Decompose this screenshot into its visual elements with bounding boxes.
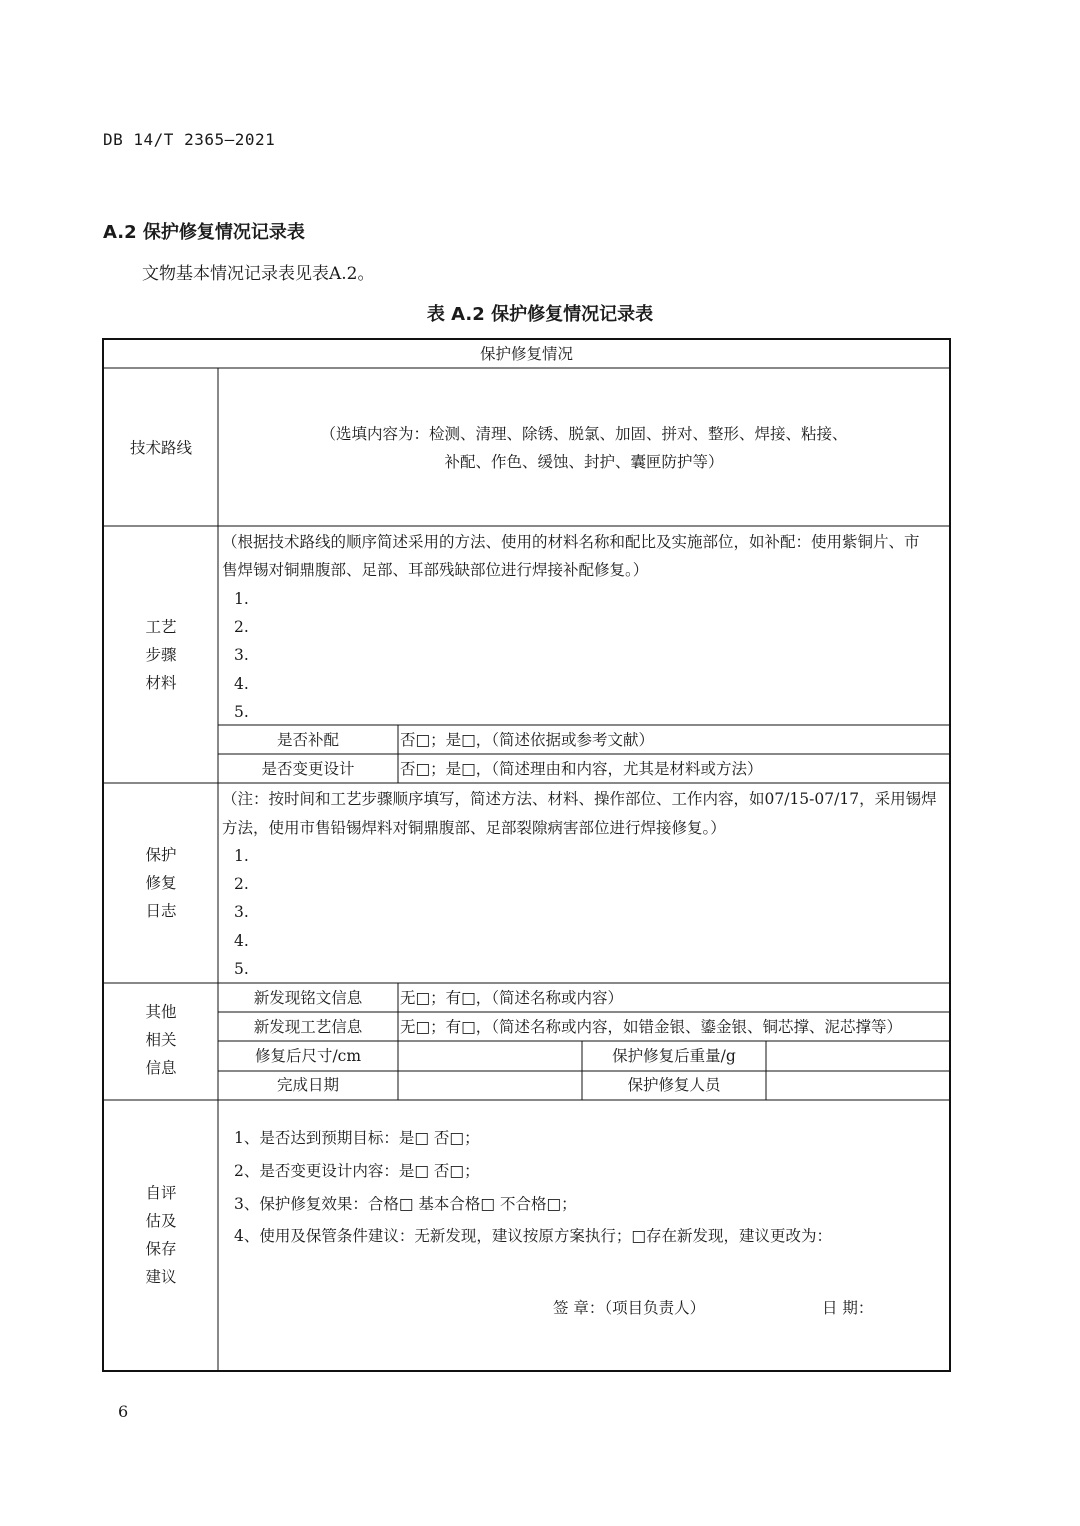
tech-route-note-line2: 补配、作色、缓蚀、封护、囊匣防护等） (444, 453, 724, 471)
evaluation-item: 4、使用及保管条件建议：无新发现，建议按原方案执行；□存在新发现，建议更改为： (234, 1227, 833, 1245)
inscription-value: 无□；有□，（简述名称或内容） (400, 989, 624, 1007)
evaluation-item: 2、是否变更设计内容：是□ 否□； (234, 1162, 480, 1180)
evaluation-item: 3、保护修复效果：合格□ 基本合格□ 不合格□； (234, 1195, 577, 1213)
process-item: 5. (234, 703, 249, 721)
design-change-label: 是否变更设计 (261, 760, 355, 778)
process-label-line: 材料 (145, 674, 177, 692)
section-intro: 文物基本情况记录表见表A.2。 (142, 264, 375, 284)
supplement-label: 是否补配 (276, 731, 339, 749)
evaluation-label-line: 估及 (145, 1212, 177, 1230)
log-label-line: 保护 (145, 846, 177, 864)
inscription-label: 新发现铭文信息 (253, 989, 363, 1007)
other-info-label-line: 相关 (145, 1031, 177, 1049)
table-title: 保护修复情况 (479, 345, 573, 363)
process-item: 1. (234, 590, 249, 608)
log-note-line2: 方法，使用市售铅锡焊料对铜鼎腹部、足部裂隙病害部位进行焊接修复。） (222, 819, 726, 837)
process-item: 4. (234, 675, 249, 693)
evaluation-label-line: 自评 (145, 1184, 177, 1202)
weight-label: 保护修复后重量/g (612, 1047, 736, 1065)
table-border (103, 339, 950, 1371)
supplement-value: 否□；是□，（简述依据或参考文献） (400, 731, 655, 749)
page-number: 6 (118, 1402, 129, 1421)
craft-value: 无□；有□，（简述名称或内容，如错金银、鎏金银、铜芯撑、泥芯撑等） (400, 1018, 903, 1036)
design-change-value: 否□；是□，（简述理由和内容，尤其是材料或方法） (400, 760, 763, 778)
table-caption: 表 A.2 保护修复情况记录表 (426, 304, 654, 325)
other-info-label-line: 其他 (145, 1003, 177, 1021)
craft-label: 新发现工艺信息 (253, 1018, 363, 1036)
size-label: 修复后尺寸/cm (254, 1047, 362, 1065)
process-note-line2: 售焊锡对铜鼎腹部、足部、耳部残缺部位进行焊接补配修复。） (222, 561, 649, 579)
process-label-line: 工艺 (145, 618, 177, 636)
evaluation-label (104, 1179, 218, 1291)
section-title: A.2 保护修复情况记录表 (103, 222, 305, 243)
evaluation-item: 1、是否达到预期目标：是□ 否□； (234, 1129, 480, 1147)
process-label-line: 步骤 (145, 646, 177, 664)
log-label-line: 日志 (145, 902, 177, 920)
signature-label: 签 章：（项目负责人） (553, 1299, 706, 1317)
log-note-line1: （注：按时间和工艺步骤顺序填写，简述方法、材料、操作部位、工作内容，如07/15-07/17，采用锡焊 (222, 790, 937, 808)
other-info-label (104, 998, 218, 1082)
evaluation-label-line: 保存 (145, 1240, 177, 1258)
process-label (104, 613, 218, 697)
evaluation-label-line: 建议 (145, 1268, 177, 1286)
log-label (104, 841, 218, 925)
log-item: 4. (234, 932, 249, 950)
tech-route-label: 技术路线 (129, 439, 192, 457)
log-item: 2. (234, 875, 249, 893)
process-item: 2. (234, 618, 249, 636)
other-info-label-line: 信息 (145, 1059, 177, 1077)
standard-code: DB 14/T 2365—2021 (103, 130, 276, 149)
log-label-line: 修复 (145, 874, 177, 892)
log-item: 5. (234, 960, 249, 978)
evaluation-date-label: 日 期： (822, 1299, 874, 1317)
log-item: 3. (234, 903, 249, 921)
process-note-line1: （根据技术路线的顺序简述采用的方法、使用的材料名称和配比及实施部位，如补配：使用紫铜片、市 (222, 533, 920, 551)
tech-route-note-line1: （选填内容为：检测、清理、除锈、脱氯、加固、拼对、整形、焊接、粘接、 (320, 425, 848, 443)
completion-date-label: 完成日期 (276, 1076, 339, 1094)
staff-label: 保护修复人员 (627, 1076, 721, 1094)
log-item: 1. (234, 847, 249, 865)
process-item: 3. (234, 646, 249, 664)
